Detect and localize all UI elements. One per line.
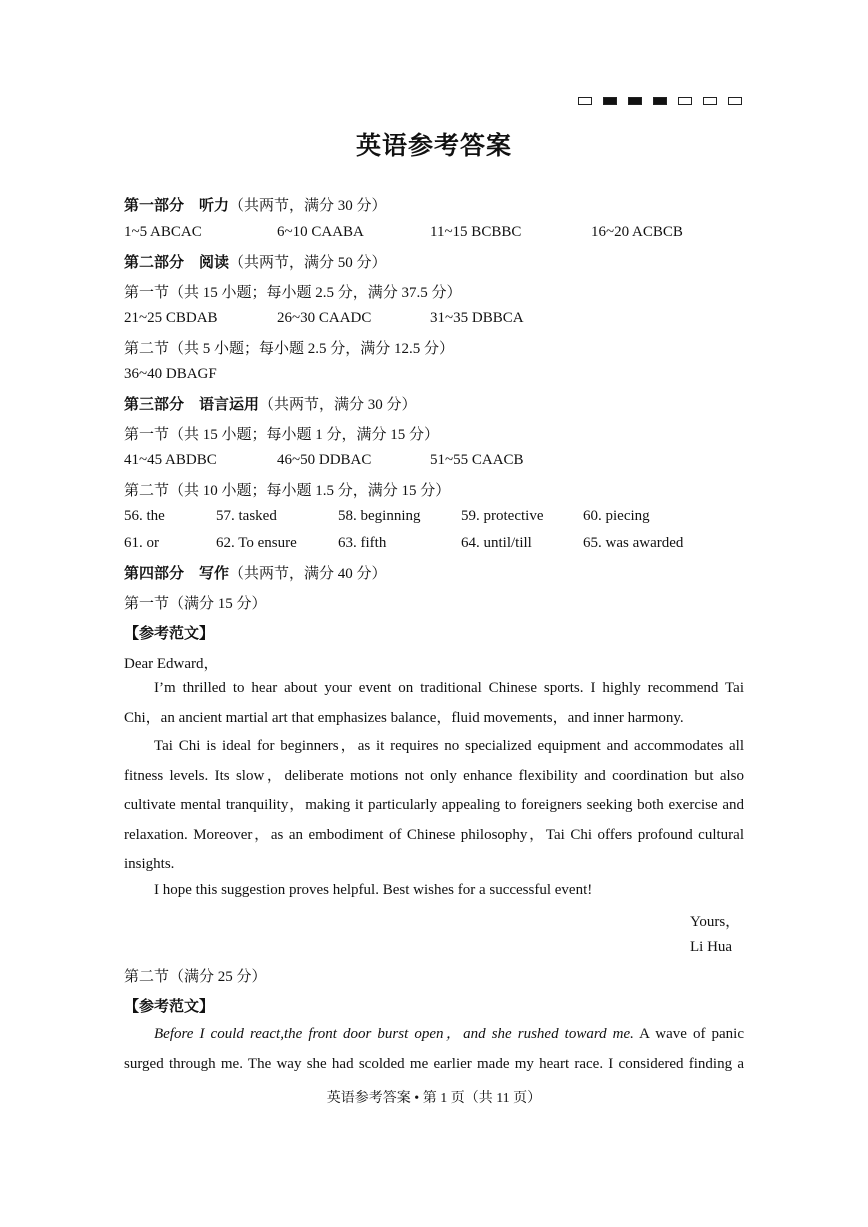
- part4-section1: 第一节（满分 15 分）: [124, 596, 267, 612]
- letter-paragraph-1: [124, 674, 744, 733]
- part1-heading: 第一部分 听力: [124, 198, 230, 214]
- part2-section2: 第二节（共 5 小题；每小题 2.5 分，满分 12.5 分）: [124, 341, 455, 357]
- cloze-answer: 56. the: [124, 508, 165, 524]
- page-corner-marks: [578, 97, 742, 105]
- cloze-answer: 62. To ensure: [216, 535, 297, 551]
- answer-group: 6~10 CAABA: [277, 224, 364, 240]
- part4-note: （共两节，满分 40 分）: [229, 566, 387, 582]
- letter-paragraph-2: [124, 732, 744, 880]
- answer-group: 51~55 CAACB: [430, 452, 524, 468]
- corner-mark: [703, 97, 717, 105]
- cloze-answer: 57. tasked: [216, 508, 277, 524]
- cloze-answer: 60. piecing: [583, 508, 650, 524]
- paragraph-line: fitness levels. Its slow，deliberate motions not only enhance flexibility and coordination but also: [124, 767, 744, 784]
- corner-mark: [728, 97, 742, 105]
- letter-signature: Li Hua: [690, 939, 733, 955]
- part1-note: （共两节，满分 30 分）: [229, 198, 387, 214]
- cloze-answer: 58. beginning: [338, 508, 421, 524]
- paragraph-line: insights.: [124, 856, 175, 872]
- answer-group: 26~30 CAADC: [277, 310, 372, 326]
- letter-closing: Yours，: [690, 914, 741, 930]
- part4-header: [124, 562, 387, 583]
- paragraph-line: Chi，an ancient martial art that emphasizes balance，fluid movements，and inner harmony.: [124, 709, 684, 726]
- answer-group: 46~50 DDBAC: [277, 452, 372, 468]
- corner-mark: [578, 97, 592, 105]
- part1-header: [124, 194, 387, 215]
- part2-header: [124, 251, 387, 272]
- cloze-answer: 63. fifth: [338, 535, 387, 551]
- answer-group: 16~20 ACBCB: [591, 224, 683, 240]
- story-continuation: A wave of panic: [633, 1026, 744, 1042]
- answer-group: 11~15 BCBBC: [430, 224, 522, 240]
- cloze-answer: 65. was awarded: [583, 535, 684, 551]
- story-paragraph: [124, 1020, 744, 1079]
- part2-note: （共两节，满分 50 分）: [229, 255, 387, 271]
- cloze-answer: 61. or: [124, 535, 159, 551]
- paragraph-line: cultivate mental tranquility，making it particularly appealing to foreigners seeking both exercise and: [124, 797, 744, 813]
- letter-greeting: Dear Edward，: [124, 656, 219, 672]
- page-footer: 英语参考答案 • 第 1 页（共 11 页）: [326, 1091, 542, 1106]
- part2-heading: 第二部分 阅读: [124, 255, 230, 271]
- paragraph-line: I’m thrilled to hear about your event on traditional Chinese sports. I highly recommend Tai: [154, 680, 744, 696]
- cloze-answer: 64. until/till: [461, 535, 532, 551]
- corner-mark: [628, 97, 642, 105]
- cloze-answer: 59. protective: [461, 508, 544, 524]
- paragraph-line: surged through me. The way she had scolded me earlier made my heart race. I considered finding a: [124, 1055, 744, 1072]
- answer-group: 31~35 DBBCA: [430, 310, 524, 326]
- part4-section2: 第二节（满分 25 分）: [124, 969, 267, 985]
- paragraph-line: Tai Chi is ideal for beginners，as it requires no specialized equipment and accommodates all: [154, 738, 744, 754]
- paragraph-line: relaxation. Moreover，as an embodiment of Chinese philosophy，Tai Chi offers profound cultural: [124, 826, 744, 843]
- part3-heading: 第三部分 语言运用: [124, 397, 260, 413]
- paragraph-line: [124, 1020, 744, 1050]
- answer-group: 21~25 CBDAB: [124, 310, 218, 326]
- part3-note: （共两节，满分 30 分）: [259, 397, 417, 413]
- answer-group: 1~5 ABCAC: [124, 224, 202, 240]
- corner-mark: [603, 97, 617, 105]
- part4-heading: 第四部分 写作: [124, 566, 230, 582]
- answer-group: 41~45 ABDBC: [124, 452, 217, 468]
- sample-label: 【参考范文】: [124, 626, 215, 642]
- corner-mark: [678, 97, 692, 105]
- part3-header: [124, 393, 417, 414]
- sample-label-2: 【参考范文】: [124, 999, 215, 1015]
- story-opening-italic: Before I could react,the front door burst open，and she rushed toward me.: [154, 1026, 634, 1042]
- page-title: 英语参考答案: [355, 133, 512, 160]
- part2-section1: 第一节（共 15 小题；每小题 2.5 分，满分 37.5 分）: [124, 285, 462, 301]
- part3-section1: 第一节（共 15 小题；每小题 1 分，满分 15 分）: [124, 427, 440, 443]
- answer-group: 36~40 DBAGF: [124, 366, 217, 382]
- corner-mark: [653, 97, 667, 105]
- letter-paragraph-3: I hope this suggestion proves helpful. Best wishes for a successful event!: [154, 882, 593, 898]
- part3-section2: 第二节（共 10 小题；每小题 1.5 分，满分 15 分）: [124, 483, 451, 499]
